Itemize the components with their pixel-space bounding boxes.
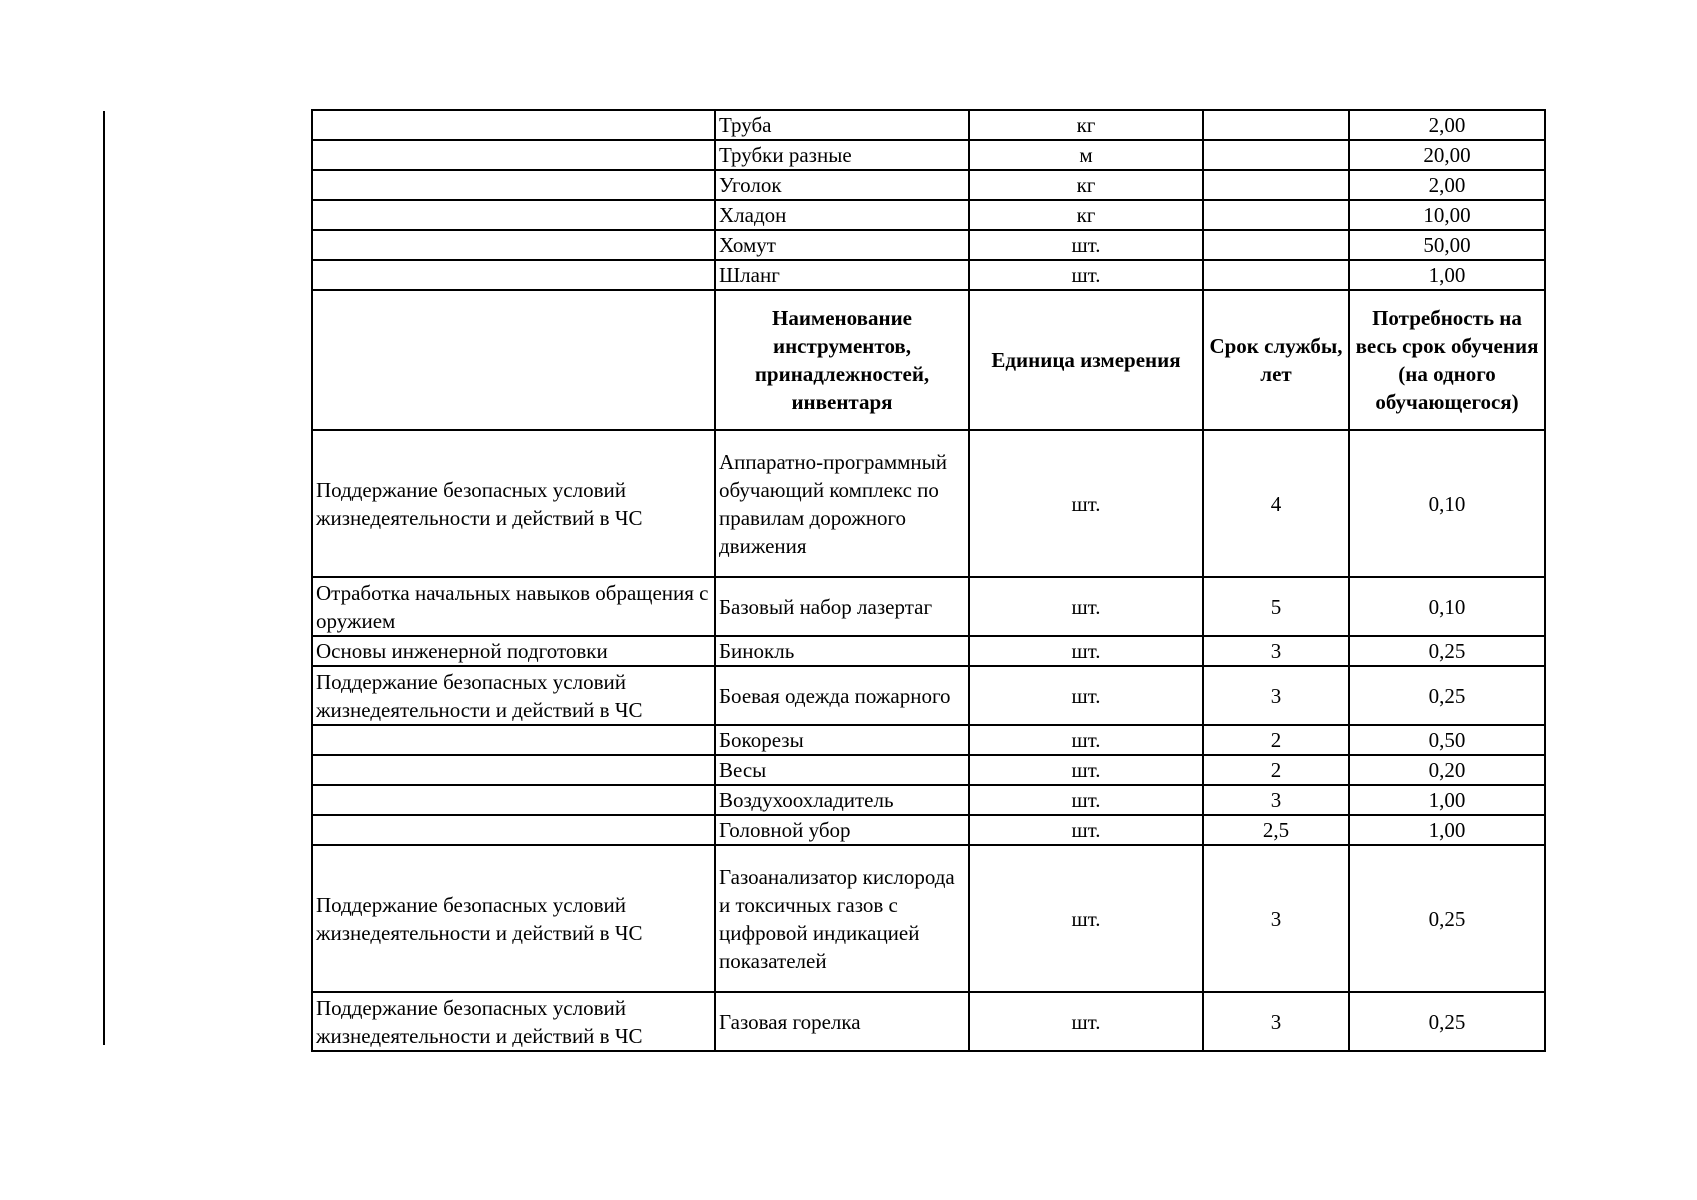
quantity-cell: 10,00 xyxy=(1349,200,1545,230)
quantity-cell: 1,00 xyxy=(1349,815,1545,845)
quantity-cell: 1,00 xyxy=(1349,260,1545,290)
service-life-cell xyxy=(1203,110,1349,140)
header-cell-empty xyxy=(312,290,715,430)
quantity-cell: 0,10 xyxy=(1349,430,1545,577)
service-life-cell xyxy=(1203,260,1349,290)
item-name-cell: Воздухоохладитель xyxy=(715,785,969,815)
quantity-cell: 0,25 xyxy=(1349,666,1545,725)
table-row xyxy=(312,110,1545,140)
unit-cell: шт. xyxy=(969,815,1203,845)
quantity-cell: 0,25 xyxy=(1349,845,1545,992)
header-cell-name: Наименование инструментов, принадлежностей, инвентаря xyxy=(715,290,969,430)
item-name-cell: Хомут xyxy=(715,230,969,260)
table-row xyxy=(312,845,1545,992)
service-life-cell: 2 xyxy=(1203,725,1349,755)
item-name-cell: Бинокль xyxy=(715,636,969,666)
header-cell-unit: Единица измерения xyxy=(969,290,1203,430)
activity-cell: Поддержание безопасных условий жизнедеятельности и действий в ЧС xyxy=(312,430,715,577)
table-row xyxy=(312,230,1545,260)
service-life-cell xyxy=(1203,170,1349,200)
item-name-cell: Шланг xyxy=(715,260,969,290)
table-row xyxy=(312,260,1545,290)
activity-cell xyxy=(312,725,715,755)
item-name-cell: Боевая одежда пожарного xyxy=(715,666,969,725)
service-life-cell xyxy=(1203,140,1349,170)
item-name-cell: Бокорезы xyxy=(715,725,969,755)
quantity-cell: 0,50 xyxy=(1349,725,1545,755)
service-life-cell: 4 xyxy=(1203,430,1349,577)
service-life-cell: 5 xyxy=(1203,577,1349,636)
unit-cell: шт. xyxy=(969,230,1203,260)
table-row xyxy=(312,430,1545,577)
activity-cell xyxy=(312,110,715,140)
item-name-cell: Головной убор xyxy=(715,815,969,845)
activity-cell xyxy=(312,785,715,815)
activity-cell xyxy=(312,230,715,260)
activity-cell xyxy=(312,260,715,290)
table-row xyxy=(312,755,1545,785)
service-life-cell xyxy=(1203,200,1349,230)
item-name-cell: Аппаратно-программный обучающий комплекс по правилам дорожного движения xyxy=(715,430,969,577)
unit-cell: шт. xyxy=(969,725,1203,755)
item-name-cell: Уголок xyxy=(715,170,969,200)
activity-cell: Поддержание безопасных условий жизнедеятельности и действий в ЧС xyxy=(312,992,715,1051)
table-row xyxy=(312,636,1545,666)
unit-cell: шт. xyxy=(969,260,1203,290)
unit-cell: шт. xyxy=(969,755,1203,785)
activity-cell xyxy=(312,170,715,200)
table-header-row xyxy=(312,290,1545,430)
service-life-cell: 2,5 xyxy=(1203,815,1349,845)
unit-cell: шт. xyxy=(969,992,1203,1051)
service-life-cell: 3 xyxy=(1203,785,1349,815)
table-row xyxy=(312,785,1545,815)
quantity-cell: 20,00 xyxy=(1349,140,1545,170)
service-life-cell: 3 xyxy=(1203,992,1349,1051)
table-row xyxy=(312,140,1545,170)
service-life-cell xyxy=(1203,230,1349,260)
service-life-cell: 3 xyxy=(1203,845,1349,992)
service-life-cell: 2 xyxy=(1203,755,1349,785)
table-row xyxy=(312,200,1545,230)
item-name-cell: Весы xyxy=(715,755,969,785)
activity-cell: Поддержание безопасных условий жизнедеятельности и действий в ЧС xyxy=(312,666,715,725)
quantity-cell: 2,00 xyxy=(1349,110,1545,140)
table-row xyxy=(312,577,1545,636)
unit-cell: шт. xyxy=(969,577,1203,636)
quantity-cell: 2,00 xyxy=(1349,170,1545,200)
unit-cell: шт. xyxy=(969,666,1203,725)
item-name-cell: Трубки разные xyxy=(715,140,969,170)
activity-cell xyxy=(312,815,715,845)
unit-cell: кг xyxy=(969,170,1203,200)
unit-cell: кг xyxy=(969,200,1203,230)
item-name-cell: Базовый набор лазертаг xyxy=(715,577,969,636)
quantity-cell: 1,00 xyxy=(1349,785,1545,815)
quantity-cell: 0,20 xyxy=(1349,755,1545,785)
activity-cell xyxy=(312,755,715,785)
table-row xyxy=(312,992,1545,1051)
quantity-cell: 0,25 xyxy=(1349,636,1545,666)
service-life-cell: 3 xyxy=(1203,666,1349,725)
table-row xyxy=(312,170,1545,200)
table-row xyxy=(312,725,1545,755)
activity-cell: Отработка начальных навыков обращения с оружием xyxy=(312,577,715,636)
inventory-table xyxy=(311,109,1546,1052)
unit-cell: шт. xyxy=(969,785,1203,815)
page-margin-line xyxy=(103,111,105,1045)
item-name-cell: Газоанализатор кислорода и токсичных газов с цифровой индикацией показателей xyxy=(715,845,969,992)
activity-cell: Основы инженерной подготовки xyxy=(312,636,715,666)
unit-cell: шт. xyxy=(969,845,1203,992)
activity-cell xyxy=(312,140,715,170)
header-cell-life: Срок службы, лет xyxy=(1203,290,1349,430)
activity-cell xyxy=(312,200,715,230)
unit-cell: шт. xyxy=(969,636,1203,666)
quantity-cell: 0,25 xyxy=(1349,992,1545,1051)
table-row xyxy=(312,815,1545,845)
item-name-cell: Газовая горелка xyxy=(715,992,969,1051)
table-row xyxy=(312,666,1545,725)
unit-cell: шт. xyxy=(969,430,1203,577)
quantity-cell: 50,00 xyxy=(1349,230,1545,260)
item-name-cell: Хладон xyxy=(715,200,969,230)
service-life-cell: 3 xyxy=(1203,636,1349,666)
header-cell-qty: Потребность на весь срок обучения (на одного обучающегося) xyxy=(1349,290,1545,430)
item-name-cell: Труба xyxy=(715,110,969,140)
unit-cell: кг xyxy=(969,110,1203,140)
unit-cell: м xyxy=(969,140,1203,170)
quantity-cell: 0,10 xyxy=(1349,577,1545,636)
activity-cell: Поддержание безопасных условий жизнедеятельности и действий в ЧС xyxy=(312,845,715,992)
